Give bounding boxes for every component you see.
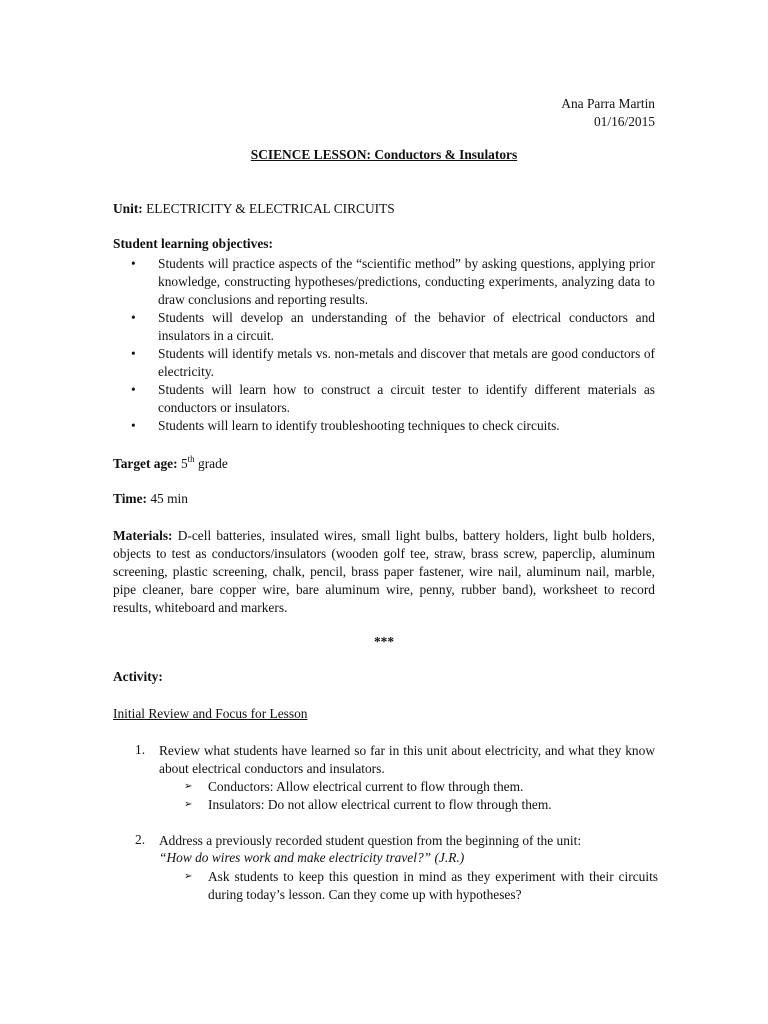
target-age-line: [113, 454, 228, 472]
target-age-number: 5: [180, 456, 188, 471]
objective-text: Students will learn how to construct a circuit tester to identify different materials as conductors or insulators.: [158, 382, 655, 415]
student-quote: “How do wires work and make electricity travel?” (J.R.): [159, 850, 465, 865]
author-block: [561, 95, 655, 131]
objectives-heading: Student learning objectives:: [113, 236, 273, 251]
materials-text: D-cell batteries, insulated wires, small light bulbs, battery holders, light bulb holders, objects to test as conductors/insulators (wooden golf tee, straw, brass screw, paperclip, aluminum screening, plastic screening, chalk, pencil, brass paper fastener, wire nail, aluminum nail, marble, pipe cleaner, bare copper wire, bare aluminum wire, penny, rubber band), worksheet to record results, whiteboard and markers.: [113, 528, 655, 615]
bullet-icon: •: [131, 346, 136, 361]
step-number: 1.: [135, 742, 146, 757]
objectives-list: [113, 255, 655, 435]
list-item: [113, 309, 655, 345]
target-age-suffix: th: [187, 454, 195, 464]
page-title-text: SCIENCE LESSON: Conductors & Insulators: [250, 147, 518, 162]
materials-label: Materials:: [113, 528, 173, 543]
unit-line: [113, 201, 395, 217]
unit-value: ELECTRICITY & ELECTRICAL CIRCUITS: [146, 201, 395, 216]
objective-text: Students will develop an understanding of the behavior of electrical conductors and insulators in a circuit.: [158, 310, 655, 343]
objective-text: Students will learn to identify troubleshooting techniques to check circuits.: [158, 418, 560, 433]
time-value: 45 min: [150, 491, 188, 506]
arrow-bullet-icon: ➢: [184, 871, 193, 882]
list-item: [113, 381, 655, 417]
document-date: 01/16/2015: [593, 114, 655, 129]
arrow-bullet-icon: ➢: [184, 781, 193, 792]
author-name: Ana Parra Martin: [561, 96, 655, 111]
bullet-icon: •: [131, 418, 136, 433]
sub-point-text: Ask students to keep this question in mind as they experiment with their circuits during today’s lesson. Can they come up with hypotheses?: [208, 869, 658, 902]
objective-text: Students will practice aspects of the “scientific method” by asking questions, applying prior knowledge, constructing hypotheses/predictions, conducting experiments, analyzing data to draw conclusions and reporting results.: [158, 256, 655, 307]
arrow-bullet-icon: ➢: [184, 799, 193, 810]
activity-heading: Activity:: [113, 669, 163, 684]
sub-point-text: Insulators: Do not allow electrical current to flow through them.: [208, 797, 552, 812]
target-age-rest: grade: [198, 456, 228, 471]
list-item: [113, 255, 655, 309]
time-line: [113, 491, 188, 507]
activity-subheading: Initial Review and Focus for Lesson: [113, 706, 308, 721]
objective-text: Students will identify metals vs. non-metals and discover that metals are good conductors of electricity.: [158, 346, 655, 379]
unit-label: Unit:: [113, 201, 143, 216]
bullet-icon: •: [131, 256, 136, 271]
list-item: [113, 345, 655, 381]
page-title: [0, 147, 768, 163]
materials-paragraph: [113, 527, 655, 617]
bullet-icon: •: [131, 382, 136, 397]
list-item: [113, 417, 655, 435]
step-text: Review what students have learned so far in this unit about electricity, and what they know about electrical conductors and insulators.: [159, 743, 655, 776]
time-label: Time:: [113, 491, 147, 506]
step-text: Address a previously recorded student question from the beginning of the unit:: [159, 833, 582, 848]
bullet-icon: •: [131, 310, 136, 325]
target-age-label: Target age:: [113, 456, 178, 471]
sub-point-text: Conductors: Allow electrical current to flow through them.: [208, 779, 524, 794]
step-number: 2.: [135, 832, 146, 847]
section-separator: ***: [373, 634, 395, 649]
